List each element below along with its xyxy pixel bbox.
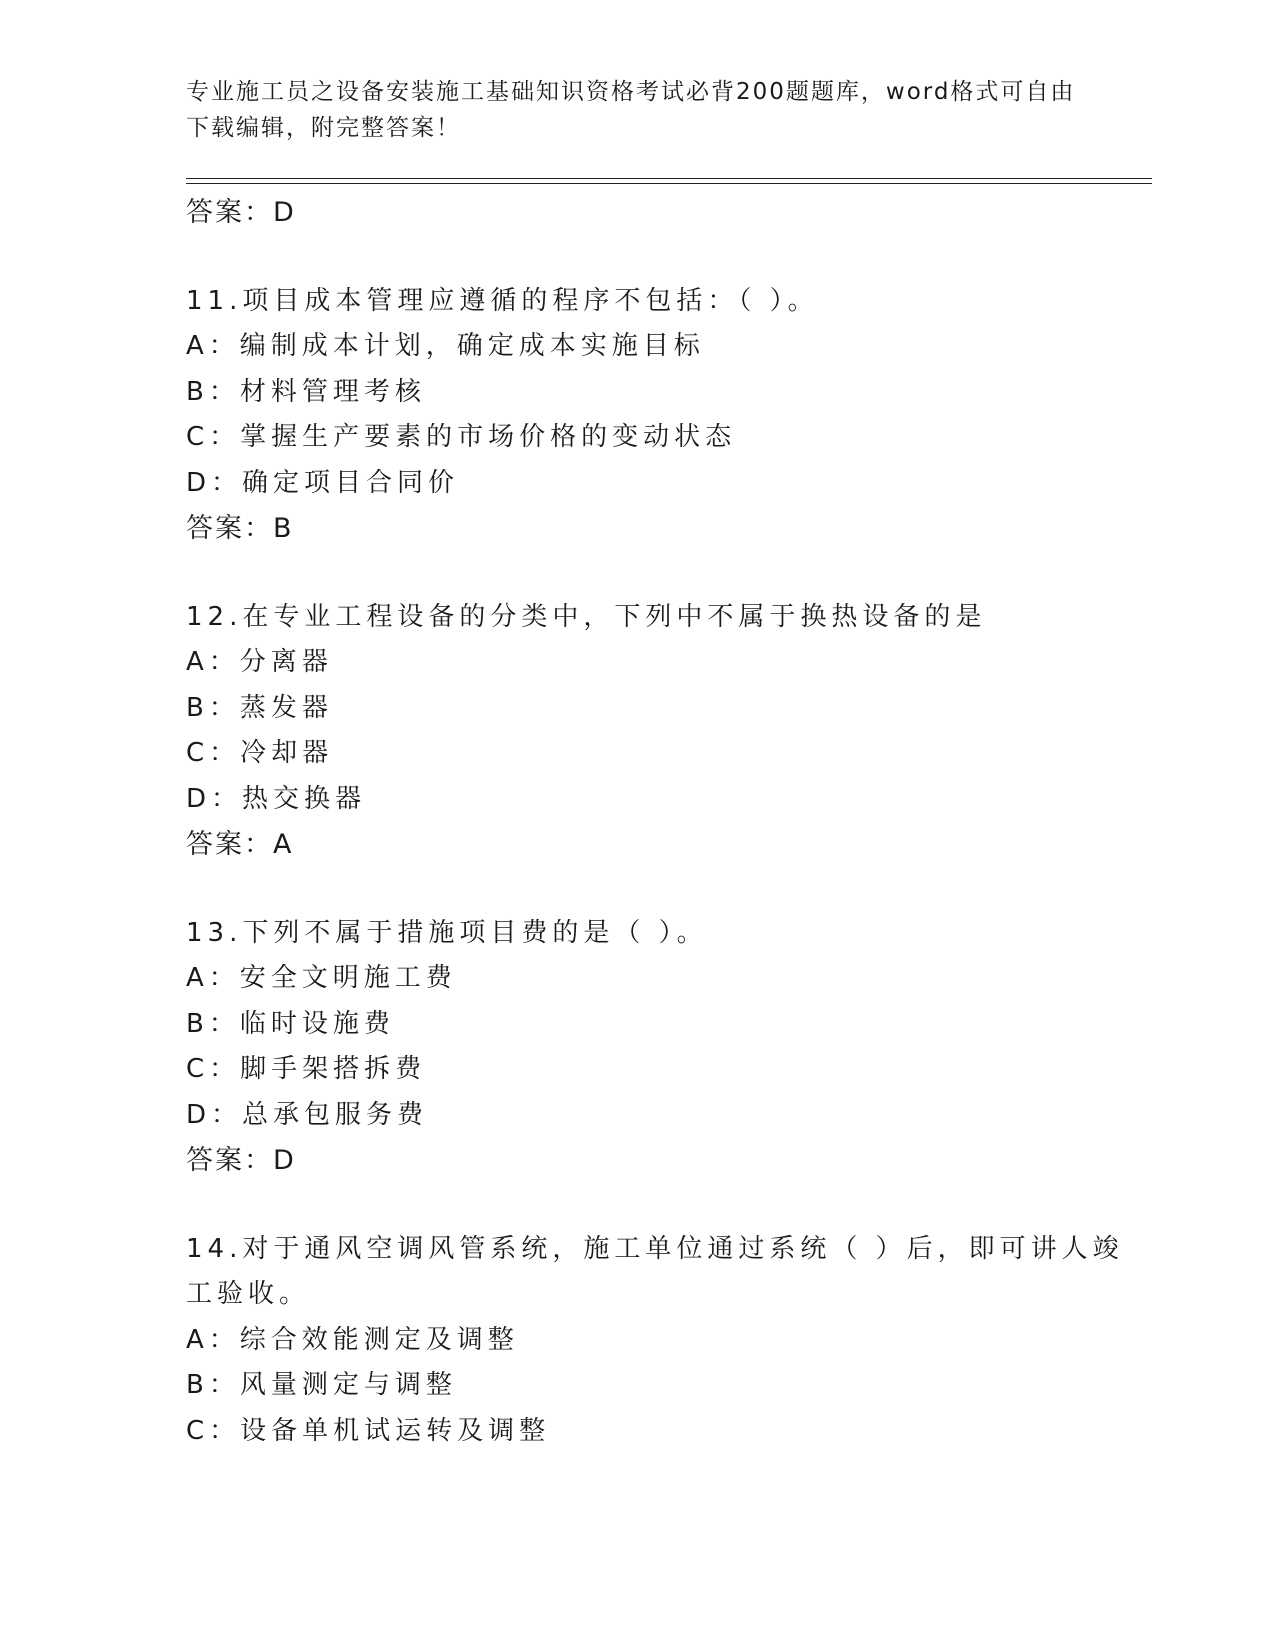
option-b: B：临时设施费 — [186, 1008, 395, 1039]
answer-line: 答案：D — [186, 197, 296, 228]
spacer — [186, 236, 1152, 279]
option-b: B：蒸发器 — [186, 692, 333, 723]
question-text-line-1: 14.对于通风空调风管系统，施工单位通过系统（ ）后，即可讲人竣 — [186, 1233, 1124, 1264]
header-divider-bottom — [186, 183, 1152, 184]
document-header — [186, 74, 1086, 146]
header-divider-top — [186, 178, 1152, 179]
option-c: C：设备单机试运转及调整 — [186, 1415, 551, 1446]
question-text-line-2: 工验收。 — [186, 1279, 311, 1309]
option-a: A：编制成本计划，确定成本实施目标 — [186, 331, 705, 361]
header-line-2: 下载编辑，附完整答案！ — [186, 115, 461, 141]
spacer — [186, 868, 1152, 911]
option-a: A：分离器 — [186, 647, 333, 677]
option-c: C：冷却器 — [186, 738, 334, 768]
option-b: B：风量测定与调整 — [186, 1370, 457, 1400]
option-c: C：掌握生产要素的市场价格的变动状态 — [186, 422, 737, 452]
question-block — [186, 595, 1152, 868]
option-d: D：确定项目合同价 — [186, 467, 460, 498]
header-line-1: 专业施工员之设备安装施工基础知识资格考试必背200题题库，word格式可自由 — [186, 79, 1076, 105]
option-a: A：综合效能测定及调整 — [186, 1324, 519, 1355]
question-block — [186, 279, 1152, 552]
spacer — [186, 552, 1152, 595]
question-text: 13.下列不属于措施项目费的是（ ）。 — [186, 917, 708, 948]
option-c: C：脚手架搭拆费 — [186, 1054, 427, 1084]
option-b: B：材料管理考核 — [186, 376, 426, 407]
question-text: 11.项目成本管理应遵循的程序不包括：（ ）。 — [186, 285, 819, 316]
option-a: A：安全文明施工费 — [186, 963, 457, 993]
question-text: 12.在专业工程设备的分类中，下列中不属于换热设备的是 — [186, 601, 987, 632]
question-block — [186, 911, 1152, 1184]
spacer — [186, 1184, 1152, 1227]
answer-line: 答案：D — [186, 1145, 296, 1176]
option-d: D：热交换器 — [186, 783, 367, 814]
question-block — [186, 1227, 1152, 1455]
answer-line: 答案：B — [186, 513, 294, 544]
answer-line: 答案：A — [186, 829, 294, 860]
document-body — [186, 190, 1152, 1454]
option-d: D：总承包服务费 — [186, 1099, 429, 1130]
